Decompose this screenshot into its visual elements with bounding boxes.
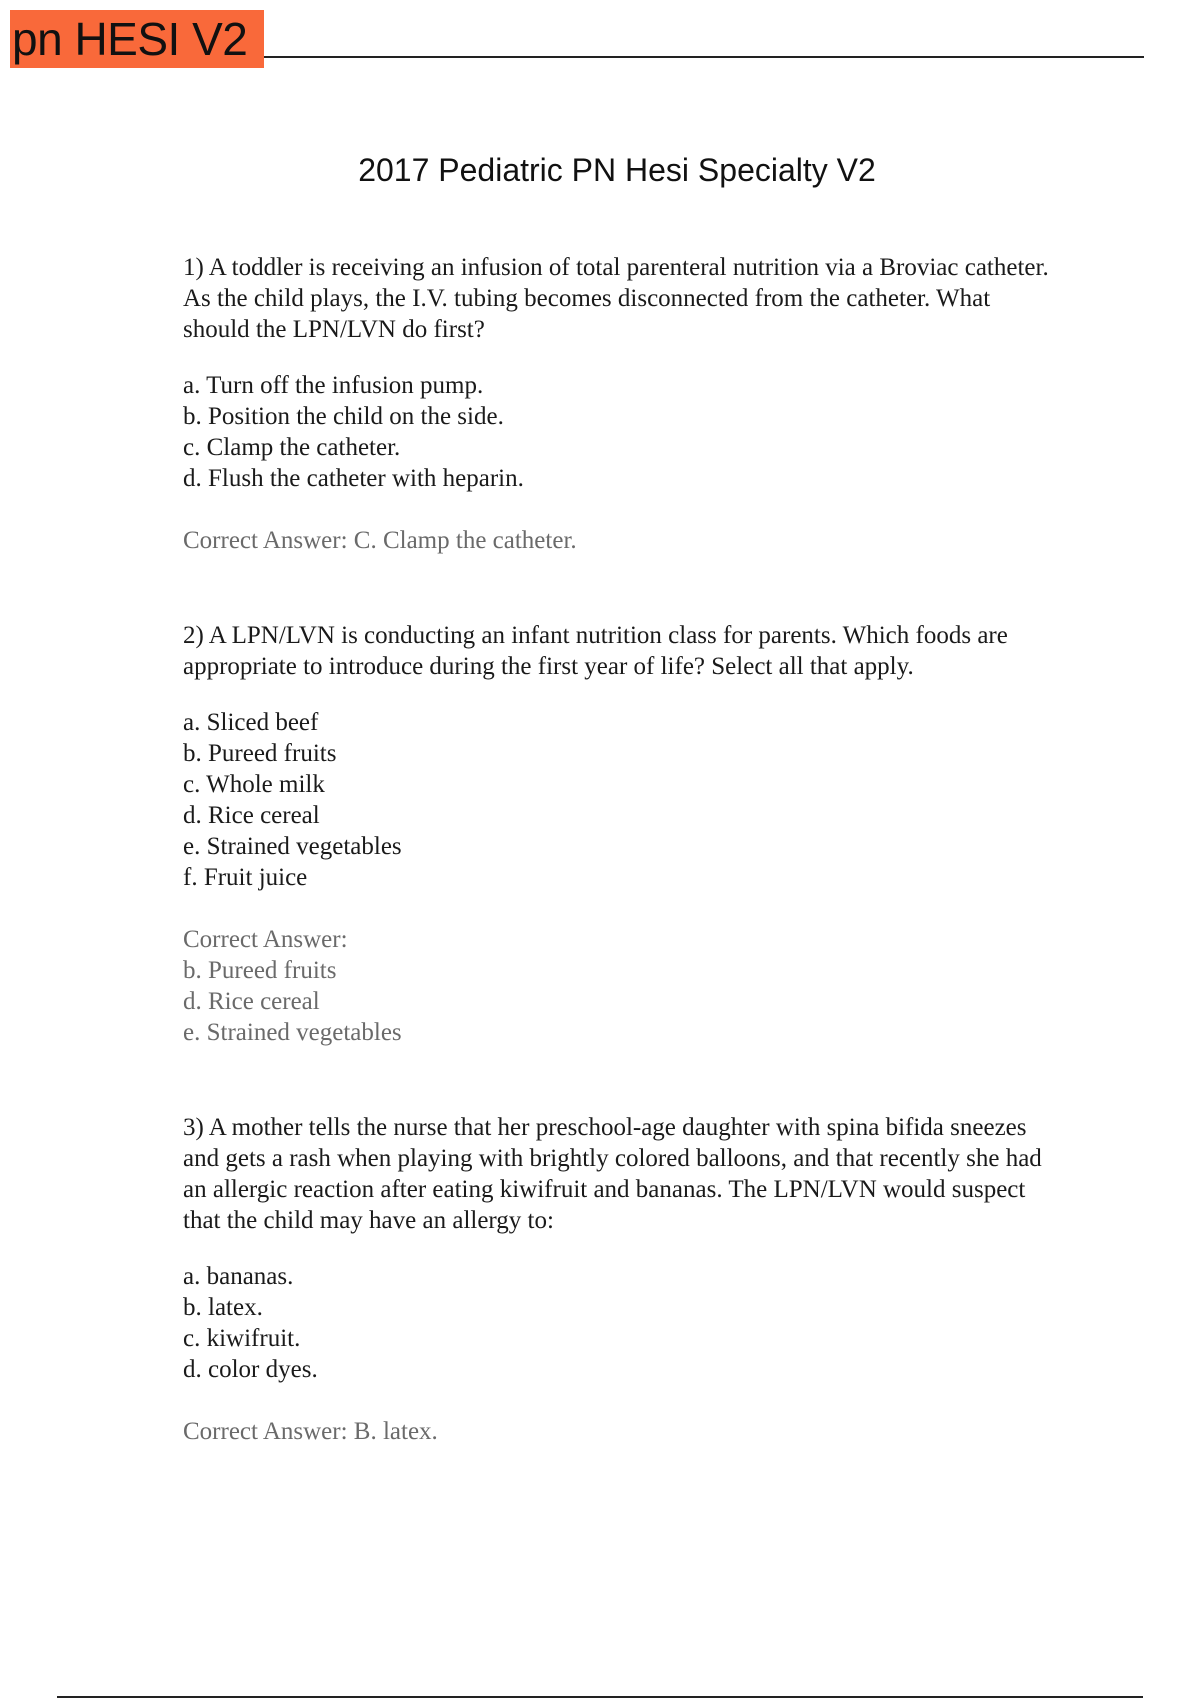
question-1-option-b: b. Position the child on the side. <box>183 403 504 430</box>
question-1-option-c: c. Clamp the catheter. <box>183 434 401 461</box>
question-3-option-a: a. bananas. <box>183 1263 294 1290</box>
question-2-option-b: b. Pureed fruits <box>183 740 337 767</box>
question-2-option-d: d. Rice cereal <box>183 802 320 829</box>
document-title: 2017 Pediatric PN Hesi Specialty V2 <box>358 152 876 188</box>
question-2-option-c: c. Whole milk <box>183 771 325 798</box>
question-2-text: 2) A LPN/LVN is conducting an infant nutrition class for parents. Which foods are appropriate to introduce during the first year of life? Select all that apply. <box>183 622 1008 680</box>
question-3-answer: Correct Answer: B. latex. <box>183 1418 438 1445</box>
question-1-option-a: a. Turn off the infusion pump. <box>183 372 484 399</box>
question-3-option-c: c. kiwifruit. <box>183 1325 301 1352</box>
question-1 <box>183 252 1063 556</box>
question-2-answer-item: d. Rice cereal <box>183 988 320 1015</box>
question-3-options <box>183 1261 1063 1385</box>
question-1-options <box>183 370 1063 494</box>
question-1-option-d: d. Flush the catheter with heparin. <box>183 465 524 492</box>
question-1-text: 1) A toddler is receiving an infusion of total parenteral nutrition via a Broviac catheter. As the child plays, the I.V. tubing becomes disconnected from the catheter. What should the LPN/LVN do first? <box>183 254 1049 343</box>
document-body <box>183 252 1063 1447</box>
question-2-option-a: a. Sliced beef <box>183 709 319 736</box>
question-2-answer-item: b. Pureed fruits <box>183 957 337 984</box>
question-3 <box>183 1112 1063 1447</box>
footer-rule <box>57 1696 1143 1698</box>
question-2 <box>183 620 1063 1048</box>
header-rule <box>264 56 1144 58</box>
question-1-answer: Correct Answer: C. Clamp the catheter. <box>183 527 577 554</box>
question-2-answer: Correct Answer: <box>183 926 348 953</box>
question-2-options <box>183 707 1063 893</box>
question-2-option-e: e. Strained vegetables <box>183 833 402 860</box>
question-3-text: 3) A mother tells the nurse that her preschool-age daughter with spina bifida sneezes and gets a rash when playing with brightly colored balloons, and that recently she had an allergic reaction after eating kiwifruit and bananas. The LPN/LVN would suspect that the child may have an allergy to: <box>183 1114 1042 1234</box>
header-tag: pn HESI V2 <box>10 10 264 68</box>
question-2-option-f: f. Fruit juice <box>183 864 308 891</box>
question-3-option-b: b. latex. <box>183 1294 263 1321</box>
question-3-option-d: d. color dyes. <box>183 1356 318 1383</box>
question-2-answer-item: e. Strained vegetables <box>183 1019 402 1046</box>
question-2-answer-list <box>183 955 1063 1048</box>
